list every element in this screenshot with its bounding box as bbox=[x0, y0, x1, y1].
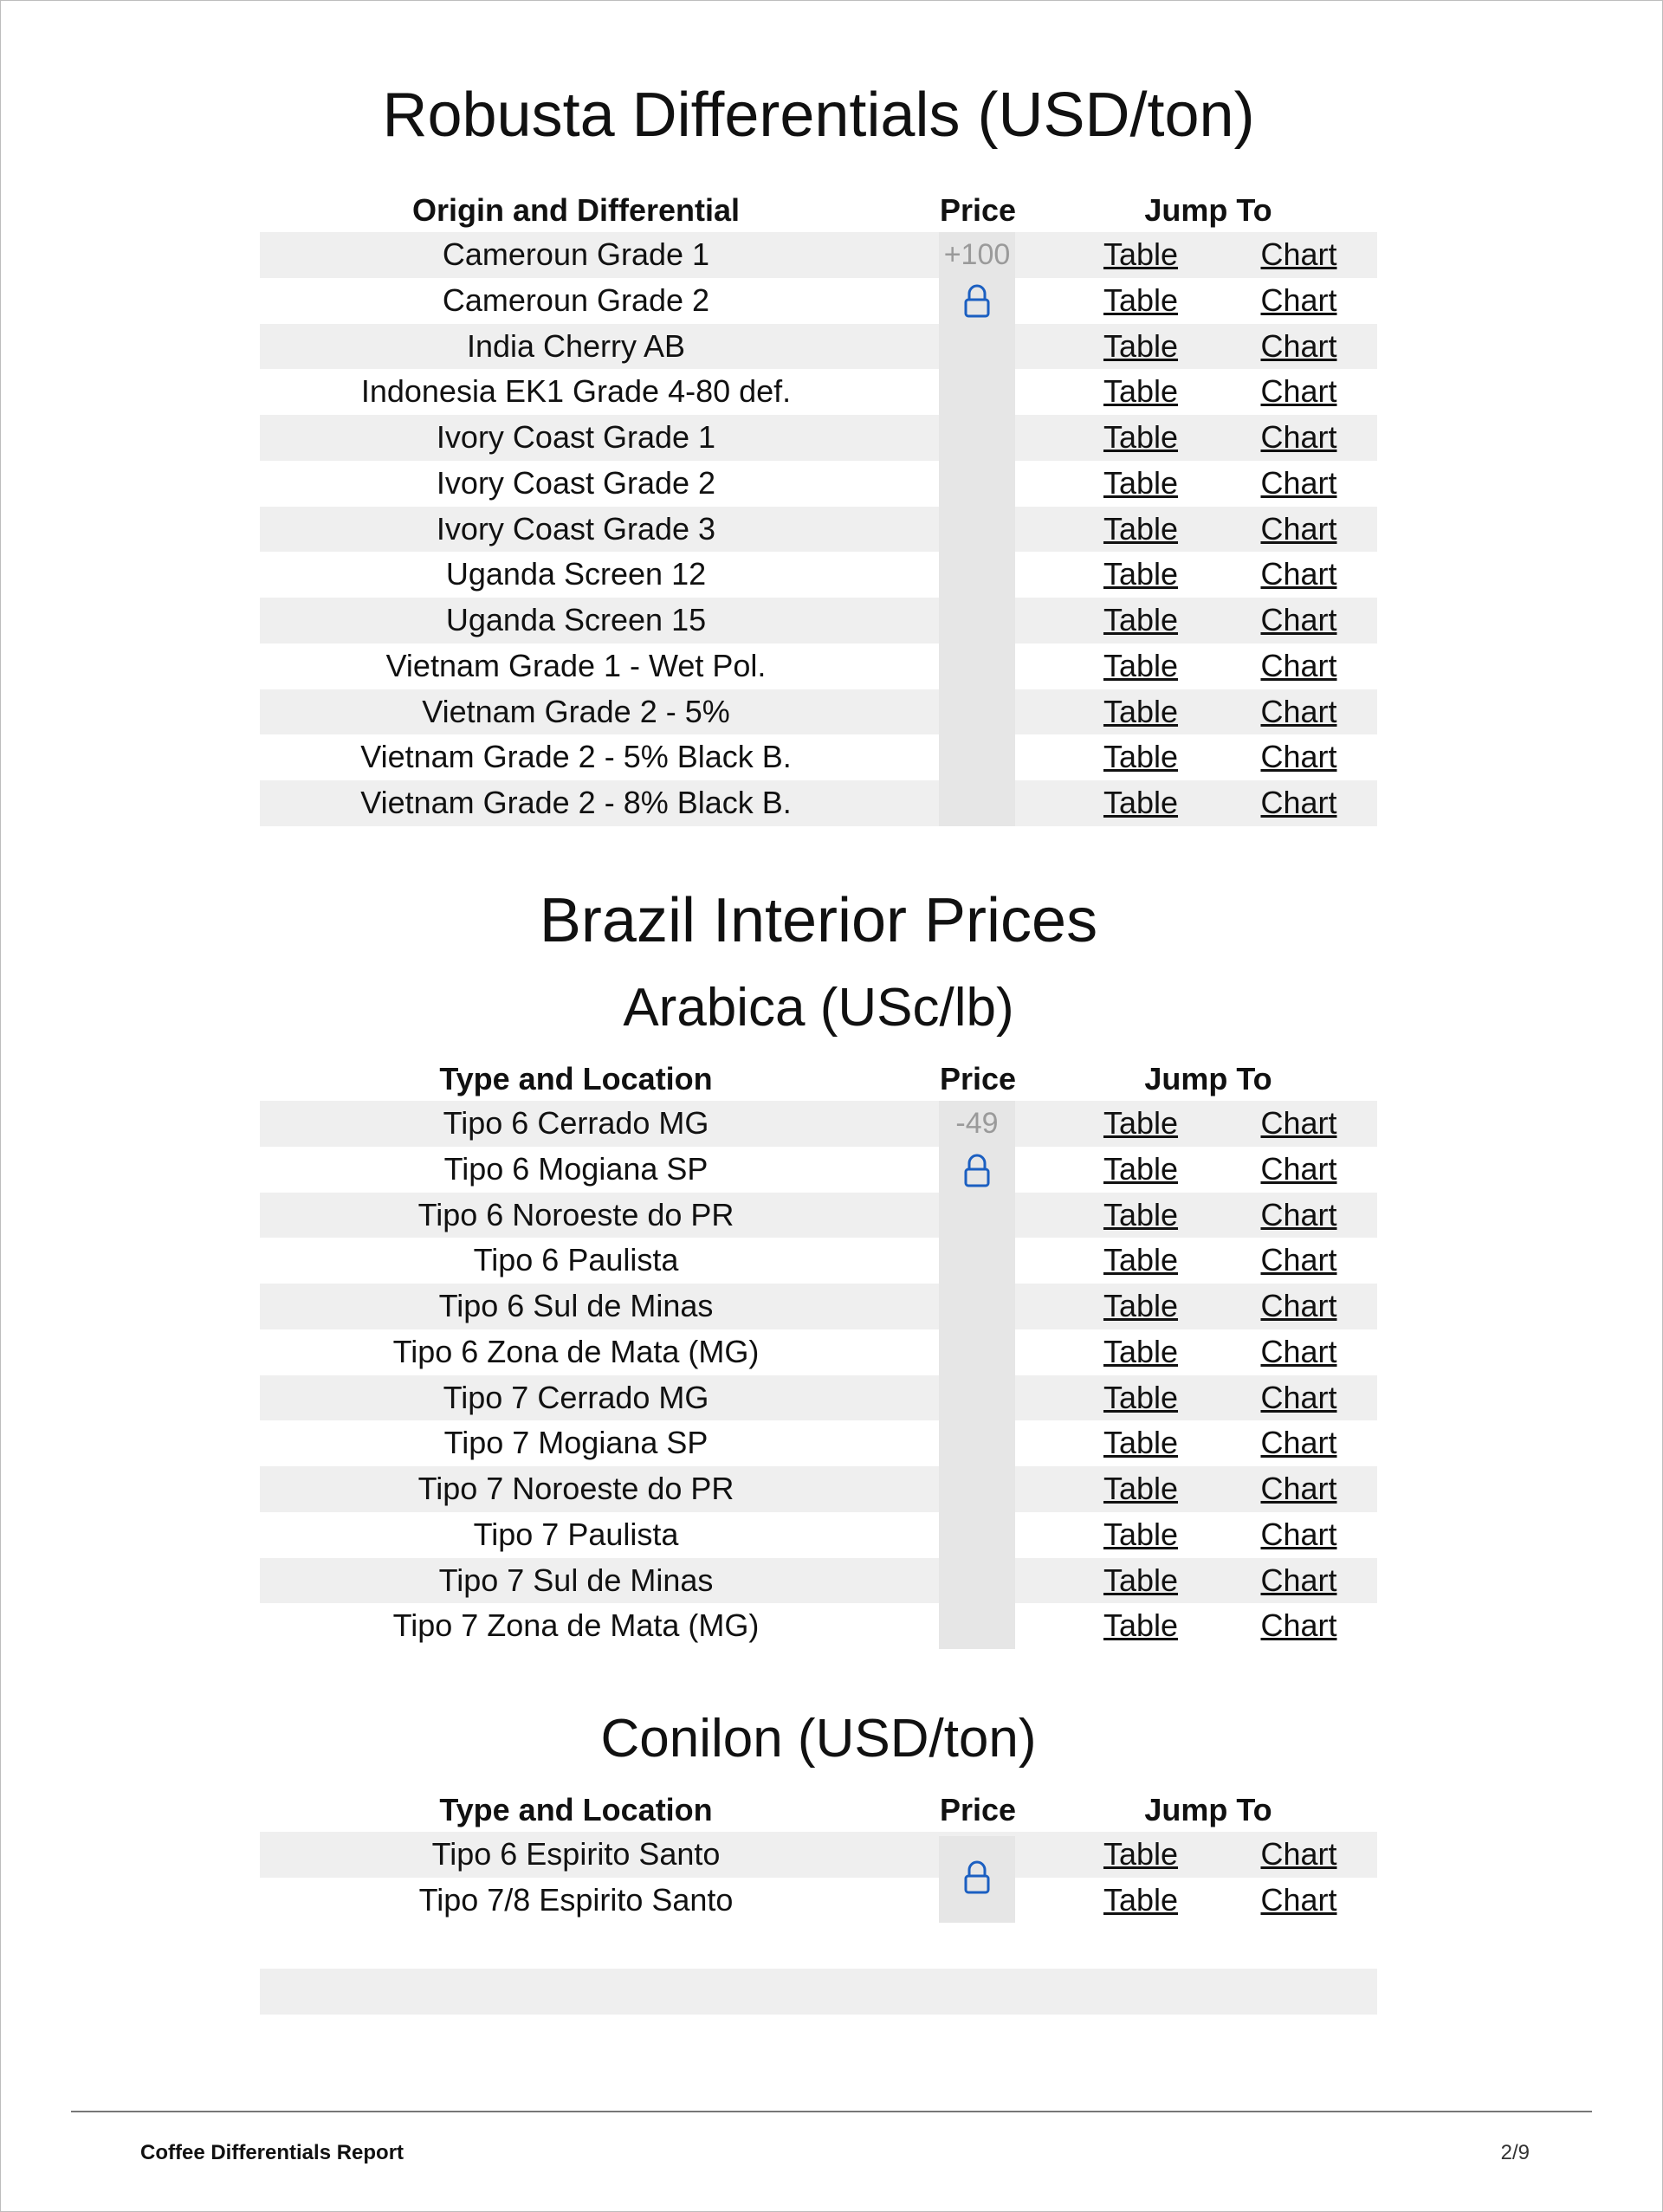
table-row bbox=[260, 507, 1377, 553]
table-link[interactable]: Table bbox=[1103, 1607, 1179, 1644]
table-link[interactable]: Table bbox=[1103, 1333, 1179, 1369]
table-row bbox=[260, 1878, 1377, 1924]
chart-link[interactable]: Chart bbox=[1260, 236, 1337, 272]
table-link[interactable]: Table bbox=[1103, 1288, 1179, 1323]
row-label: India Cherry AB bbox=[466, 327, 686, 364]
table-row bbox=[260, 1512, 1377, 1558]
arabica-price-peek: -49 bbox=[955, 1107, 999, 1140]
chart-link[interactable]: Chart bbox=[1260, 1425, 1337, 1461]
table-link[interactable]: Table bbox=[1103, 373, 1179, 410]
row-label: Tipo 6 Espirito Santo bbox=[431, 1836, 721, 1872]
header-price: Price bbox=[939, 1792, 1017, 1827]
table-link[interactable]: Table bbox=[1103, 647, 1179, 683]
header-price: Price bbox=[939, 1061, 1017, 1096]
lock-icon[interactable] bbox=[961, 1860, 993, 1895]
table-row bbox=[260, 415, 1377, 461]
table-row bbox=[260, 1193, 1377, 1239]
chart-link[interactable]: Chart bbox=[1260, 1607, 1337, 1644]
robusta-table-header bbox=[260, 187, 1377, 232]
table-link[interactable]: Table bbox=[1103, 1516, 1179, 1552]
table-link[interactable]: Table bbox=[1103, 1242, 1179, 1278]
footer-divider bbox=[71, 2111, 1592, 2112]
chart-link[interactable]: Chart bbox=[1260, 1196, 1337, 1232]
row-label: Indonesia EK1 Grade 4-80 def. bbox=[360, 373, 792, 410]
chart-link[interactable]: Chart bbox=[1260, 1150, 1337, 1187]
table-row bbox=[260, 1832, 1377, 1878]
table-link[interactable]: Table bbox=[1103, 419, 1179, 455]
table-link[interactable]: Table bbox=[1103, 1471, 1179, 1506]
row-label: Uganda Screen 15 bbox=[445, 602, 707, 637]
robusta-title: Robusta Differentials (USD/ton) bbox=[382, 81, 1255, 150]
chart-link[interactable]: Chart bbox=[1260, 647, 1337, 683]
row-label: Tipo 6 Sul de Minas bbox=[438, 1288, 714, 1323]
table-link[interactable]: Table bbox=[1103, 1425, 1179, 1461]
table-row bbox=[260, 780, 1377, 826]
arabica-table-header bbox=[260, 1056, 1377, 1101]
chart-link[interactable]: Chart bbox=[1260, 1562, 1337, 1598]
row-label: Cameroun Grade 1 bbox=[442, 236, 710, 272]
chart-link[interactable]: Chart bbox=[1260, 739, 1337, 775]
table-row bbox=[260, 369, 1377, 415]
table-link[interactable]: Table bbox=[1103, 1196, 1179, 1232]
row-label: Tipo 7 Mogiana SP bbox=[443, 1425, 709, 1461]
table-link[interactable]: Table bbox=[1103, 739, 1179, 775]
table-row bbox=[260, 1329, 1377, 1375]
table-link[interactable]: Table bbox=[1103, 510, 1179, 547]
conilon-table-header bbox=[260, 1787, 1377, 1832]
table-row bbox=[260, 232, 1377, 278]
chart-link[interactable]: Chart bbox=[1260, 327, 1337, 364]
row-label: Tipo 7 Noroeste do PR bbox=[417, 1471, 734, 1506]
table-row bbox=[260, 689, 1377, 735]
lock-icon[interactable] bbox=[961, 284, 993, 319]
lock-icon[interactable] bbox=[961, 1154, 993, 1188]
row-label: Tipo 6 Zona de Mata (MG) bbox=[392, 1333, 760, 1369]
chart-link[interactable]: Chart bbox=[1260, 1105, 1337, 1141]
row-label: Uganda Screen 12 bbox=[445, 556, 707, 592]
row-label: Vietnam Grade 1 - Wet Pol. bbox=[385, 647, 767, 683]
chart-link[interactable]: Chart bbox=[1260, 1379, 1337, 1415]
table-link[interactable]: Table bbox=[1103, 281, 1179, 318]
row-label: Vietnam Grade 2 - 5% bbox=[422, 693, 730, 729]
header-type-location: Type and Location bbox=[439, 1792, 713, 1827]
robusta-price-peek: +100 bbox=[943, 238, 1011, 271]
chart-link[interactable]: Chart bbox=[1260, 1471, 1337, 1506]
header-jump-to: Jump To bbox=[1144, 1792, 1272, 1827]
row-label: Vietnam Grade 2 - 8% Black B. bbox=[360, 785, 792, 820]
chart-link[interactable]: Chart bbox=[1260, 464, 1337, 501]
chart-link[interactable]: Chart bbox=[1260, 1881, 1337, 1918]
table-link[interactable]: Table bbox=[1103, 1105, 1179, 1141]
chart-link[interactable]: Chart bbox=[1260, 281, 1337, 318]
chart-link[interactable]: Chart bbox=[1260, 373, 1337, 410]
arabica-rows bbox=[260, 1101, 1377, 1649]
conilon-rows bbox=[260, 1832, 1377, 1924]
table-row bbox=[260, 1284, 1377, 1329]
row-label: Vietnam Grade 2 - 5% Black B. bbox=[360, 739, 792, 775]
table-row bbox=[260, 1101, 1377, 1147]
row-label: Tipo 6 Noroeste do PR bbox=[417, 1196, 734, 1232]
chart-link[interactable]: Chart bbox=[1260, 1333, 1337, 1369]
table-row bbox=[260, 1375, 1377, 1421]
empty-row bbox=[260, 1969, 1377, 2015]
row-label: Tipo 7 Cerrado MG bbox=[443, 1379, 709, 1415]
header-jump-to: Jump To bbox=[1144, 1061, 1272, 1096]
table-row bbox=[260, 461, 1377, 507]
table-row bbox=[260, 1558, 1377, 1604]
row-label: Tipo 7 Sul de Minas bbox=[438, 1562, 714, 1598]
table-link[interactable]: Table bbox=[1103, 785, 1179, 820]
chart-link[interactable]: Chart bbox=[1260, 510, 1337, 547]
table-link[interactable]: Table bbox=[1103, 556, 1179, 592]
table-row bbox=[260, 734, 1377, 780]
chart-link[interactable]: Chart bbox=[1260, 1836, 1337, 1872]
table-row bbox=[260, 1466, 1377, 1512]
table-row bbox=[260, 1603, 1377, 1649]
chart-link[interactable]: Chart bbox=[1260, 602, 1337, 637]
chart-link[interactable]: Chart bbox=[1260, 1242, 1337, 1278]
table-link[interactable]: Table bbox=[1103, 327, 1179, 364]
table-row bbox=[260, 324, 1377, 370]
chart-link[interactable]: Chart bbox=[1260, 556, 1337, 592]
row-label: Tipo 6 Paulista bbox=[473, 1242, 679, 1278]
chart-link[interactable]: Chart bbox=[1260, 1516, 1337, 1552]
header-type-location: Type and Location bbox=[439, 1061, 713, 1096]
row-label: Ivory Coast Grade 2 bbox=[436, 464, 716, 501]
table-link[interactable]: Table bbox=[1103, 1150, 1179, 1187]
table-row bbox=[260, 1420, 1377, 1466]
chart-link[interactable]: Chart bbox=[1260, 785, 1337, 820]
table-link[interactable]: Table bbox=[1103, 1881, 1179, 1918]
table-link[interactable]: Table bbox=[1103, 236, 1179, 272]
table-link[interactable]: Table bbox=[1103, 602, 1179, 637]
table-link[interactable]: Table bbox=[1103, 1836, 1179, 1872]
header-jump-to: Jump To bbox=[1144, 192, 1272, 228]
arabica-title: Arabica (USc/lb) bbox=[623, 978, 1014, 1038]
footer-page-number: 2/9 bbox=[1500, 2141, 1530, 2164]
chart-link[interactable]: Chart bbox=[1260, 1288, 1337, 1323]
row-label: Tipo 6 Mogiana SP bbox=[443, 1150, 709, 1187]
table-link[interactable]: Table bbox=[1103, 1562, 1179, 1598]
robusta-price-mask bbox=[939, 232, 1015, 826]
header-price: Price bbox=[939, 192, 1017, 228]
chart-link[interactable]: Chart bbox=[1260, 693, 1337, 729]
row-label: Ivory Coast Grade 3 bbox=[436, 510, 716, 547]
row-label: Tipo 6 Cerrado MG bbox=[443, 1105, 709, 1141]
table-row bbox=[260, 598, 1377, 644]
chart-link[interactable]: Chart bbox=[1260, 419, 1337, 455]
row-label: Ivory Coast Grade 1 bbox=[436, 419, 716, 455]
table-row bbox=[260, 1238, 1377, 1284]
header-origin: Origin and Differential bbox=[411, 192, 741, 228]
table-link[interactable]: Table bbox=[1103, 464, 1179, 501]
row-label: Cameroun Grade 2 bbox=[442, 281, 710, 318]
table-row bbox=[260, 278, 1377, 324]
row-label: Tipo 7 Paulista bbox=[473, 1516, 679, 1552]
conilon-title: Conilon (USD/ton) bbox=[600, 1709, 1037, 1769]
table-row bbox=[260, 644, 1377, 689]
row-label: Tipo 7 Zona de Mata (MG) bbox=[392, 1607, 760, 1644]
brazil-title: Brazil Interior Prices bbox=[539, 886, 1098, 955]
row-label: Tipo 7/8 Espirito Santo bbox=[418, 1881, 734, 1918]
robusta-rows bbox=[260, 232, 1377, 826]
table-link[interactable]: Table bbox=[1103, 1379, 1179, 1415]
table-row bbox=[260, 552, 1377, 598]
table-link[interactable]: Table bbox=[1103, 693, 1179, 729]
footer-report-name: Coffee Differentials Report bbox=[140, 2141, 404, 2164]
table-row bbox=[260, 1147, 1377, 1193]
